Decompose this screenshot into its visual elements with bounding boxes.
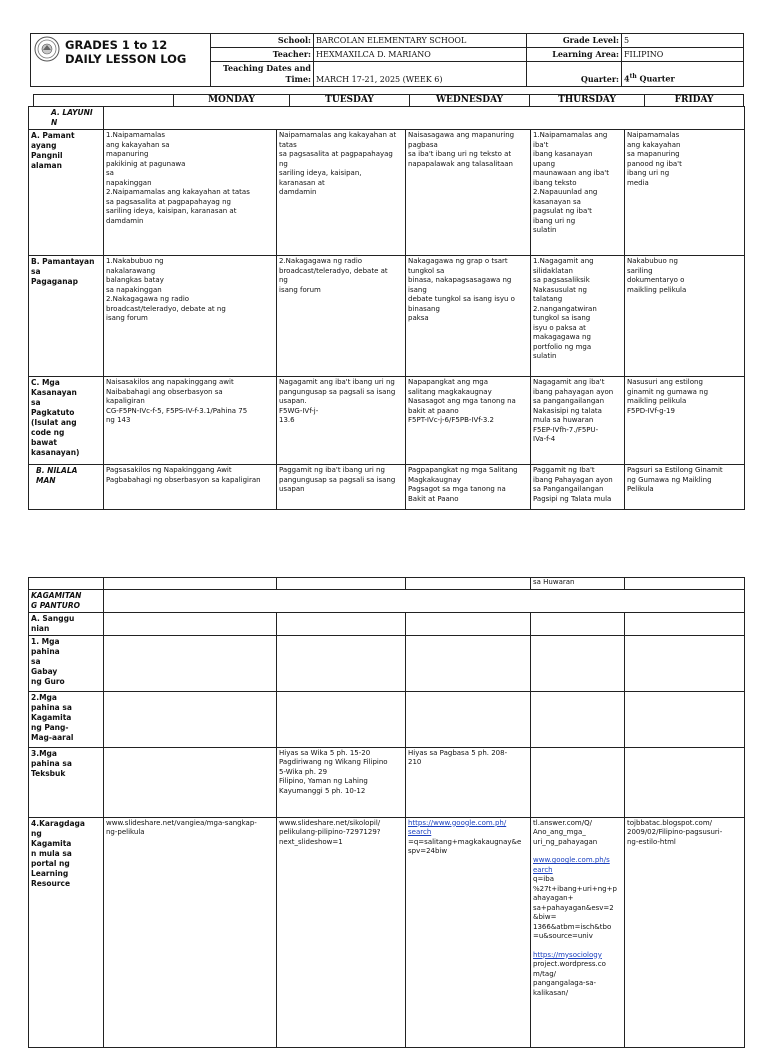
cell-thu <box>531 817 625 1047</box>
table-row <box>29 691 745 747</box>
cell-tue: www.slideshare.net/sikolopil/ pelikulang-pilipino-7297129? next_slideshow=1 <box>277 817 406 1047</box>
table-row <box>29 465 745 510</box>
cell-thu <box>531 747 625 817</box>
table-row <box>29 635 745 691</box>
cell-fri <box>625 747 745 817</box>
dates-label-2: Time: <box>285 74 311 84</box>
cell-fri: Naipamamalas ang kakayahan sa mapanuring panood ng iba't ibang uri ng media <box>625 130 745 256</box>
kagamitan-empty <box>104 589 745 612</box>
header-table <box>30 33 744 87</box>
dates-label-1: Teaching Dates and <box>222 63 311 73</box>
cell-mon: 1.Naipamamalas ang kakayahan sa mapanuring pakikinig at pagunawa sa napakinggan 2.Naipamamalas ang kakayahan at tatas sa pagsasalita at pagpapahayag ng sariling ideya, kaisipan, karanasan at damdamin <box>104 130 277 256</box>
cell-wed <box>406 691 531 747</box>
dates-value: MARCH 17-21, 2025 (WEEK 6) <box>314 62 527 87</box>
cell-tue: Hiyas sa Wika 5 ph. 15-20 Pagdiriwang ng Wikang Filipino 5-Wika ph. 29 Filipino, Yaman ng Lahing Kayumanggi 5 ph. 10-12 <box>277 747 406 817</box>
area-label: Learning Area: <box>527 48 622 62</box>
gabay-guro-label: 1. Mga pahina sa Gabay ng Guro <box>29 635 104 691</box>
cell-mon <box>104 691 277 747</box>
logo-cell <box>31 34 211 87</box>
cell-thu: 1.Naipamamalas ang iba't ibang kasanayan upang maunawaan ang iba't ibang teksto 2.Napauunlad ang kasanayan sa pagsulat ng iba't ibang uri ng sulatin <box>531 130 625 256</box>
table-row <box>29 377 745 465</box>
cell-fri <box>625 635 745 691</box>
table-row <box>29 107 745 130</box>
quarter-value <box>622 62 744 87</box>
karagdagang-kagamitan-label: 4.Karagdaga ng Kagamita n mula sa portal ng Learning Resource <box>29 817 104 1047</box>
grade-value: 5 <box>622 34 744 48</box>
lesson-table-page-1 <box>28 106 745 510</box>
layunin-label: A. LAYUNI N <box>29 107 104 130</box>
school-value: BARCOLAN ELEMENTARY SCHOOL <box>314 34 527 48</box>
quarter-label: Quarter: <box>527 62 622 87</box>
day-tuesday: TUESDAY <box>290 95 410 107</box>
cell-fri: Nasusuri ang estilong ginamit ng gumawa ng maikling pelikula F5PD-IVf-g-19 <box>625 377 745 465</box>
cell-tue <box>277 691 406 747</box>
cell-fri: Pagsuri sa Estilong Ginamit ng Gumawa ng Maikling Pelikula <box>625 465 745 510</box>
sanggunian-label: A. Sanggu nian <box>29 612 104 635</box>
cell-tue <box>277 578 406 590</box>
cell-wed: Hiyas sa Pagbasa 5 ph. 208- 210 <box>406 747 531 817</box>
cell-wed <box>406 612 531 635</box>
school-label: School: <box>211 34 314 48</box>
nilalaman-label: B. NILALA MAN <box>29 465 104 510</box>
day-friday: FRIDAY <box>645 95 744 107</box>
cell-mon <box>104 747 277 817</box>
cell-thu: sa Huwaran <box>531 578 625 590</box>
cell-wed <box>406 578 531 590</box>
quarter-word: Quarter <box>636 74 675 84</box>
cell-thu: 1.Nagagamit ang silidaklatan sa pagsasaliksik Nakasusulat ng talatang 2.nangangatwiran tungkol sa isang isyu o paksa at makagagawa ng portfolio ng mga sulatin <box>531 256 625 377</box>
cell-mon: Naisasakilos ang napakinggang awit Naibabahagi ang obserbasyon sa kapaligiran CG-F5PN-IVc-f-5, F5PS-IV-f-3.1/Pahina 75 ng 143 <box>104 377 277 465</box>
table-row <box>29 578 745 590</box>
days-blank <box>34 95 174 107</box>
cell-thu <box>531 612 625 635</box>
layunin-empty <box>104 107 745 130</box>
google-search-link-2[interactable]: www.google.com.ph/s earch <box>533 856 610 874</box>
cell-wed: Pagpapangkat ng mga Salitang Magkakaugnay Pagsagot sa mga tanong na Bakit at Paano <box>406 465 531 510</box>
kagamitan-label: KAGAMITAN G PANTURO <box>29 589 104 612</box>
table-row <box>29 817 745 1047</box>
cell-fri: tojbbatac.blogspot.com/ 2009/02/Filipino-pagsusuri- ng-estilo-html <box>625 817 745 1047</box>
cell-tue: Paggamit ng iba't ibang uri ng pangungusap sa pagsali sa isang usapan <box>277 465 406 510</box>
cell-fri: Nakabubuo ng sariling dokumentaryo o maikling pelikula <box>625 256 745 377</box>
dates-label <box>211 62 314 87</box>
kagamitang-mag-aaral-label: 2.Mga pahina sa Kagamita ng Pang- Mag-aaral <box>29 691 104 747</box>
google-search-link[interactable]: https://www.google.com.ph/ search <box>408 818 507 836</box>
pamantayan-sa-pagganap-label: B. Pamantayan sa Pagaganap <box>29 256 104 377</box>
teacher-value: HEXMAXILCA D. MARIANO <box>314 48 527 62</box>
cell-label-empty <box>29 578 104 590</box>
cell-mon <box>104 612 277 635</box>
cell-tue: Naipamamalas ang kakayahan at tatas sa pagsasalita at pagpapahayag ng sariling ideya, kaisipan, karanasan at damdamin <box>277 130 406 256</box>
cell-fri <box>625 578 745 590</box>
cell-thu: Paggamit ng Iba't ibang Pahayagan ayon sa Pangangailangan Pagsipi ng Talata mula <box>531 465 625 510</box>
area-value: FILIPINO <box>622 48 744 62</box>
cell-mon: www.slideshare.net/vangiea/mga-sangkap- ng-pelikula <box>104 817 277 1047</box>
cell-mon <box>104 635 277 691</box>
cell-mon <box>104 578 277 590</box>
quarter-num: 4 <box>624 74 630 84</box>
cell-mon: Pagsasakilos ng Napakinggang Awit Pagbabahagi ng obserbasyon sa kapaligiran <box>104 465 277 510</box>
table-row <box>29 130 745 256</box>
mysociology-link[interactable]: https://mysociology <box>533 950 602 959</box>
cell-thu <box>531 691 625 747</box>
cell-wed <box>406 817 531 1047</box>
quarter-sup: th <box>629 73 637 81</box>
table-row <box>29 256 745 377</box>
title-line-2: DAILY LESSON LOG <box>65 52 187 66</box>
table-row <box>29 612 745 635</box>
cell-fri <box>625 691 745 747</box>
search-query-text: =q=salitang+magkakaugnay&e spv=24biw <box>408 837 522 855</box>
cell-wed <box>406 635 531 691</box>
pamantayang-pangnilalaman-label: A. Pamant ayang Pangnil alaman <box>29 130 104 256</box>
day-thursday: THURSDAY <box>530 95 645 107</box>
table-row <box>29 589 745 612</box>
cell-tue: 2.Nakagagawa ng radio broadcast/teleradyo, debate at ng isang forum <box>277 256 406 377</box>
search-query-text-2: q=iba %27t+ibang+uri+ng+p ahayagan+ sa+pahayagan&esv=2 &biw= 1366&atbm=isch&tbo =u&source=univ <box>533 875 617 940</box>
table-row <box>29 747 745 817</box>
cell-thu <box>531 635 625 691</box>
cell-thu: Nagagamit ang iba't ibang pahayagan ayon sa pangangailangan Nakasisipi ng talata mula sa huwaran F5EP-IVfh-7./F5PU- IVa-f-4 <box>531 377 625 465</box>
cell-tue <box>277 635 406 691</box>
mysociology-url-text: project.wordpress.co m/tag/ pangangalaga-sa- kalikasan/ <box>533 960 606 997</box>
answers-url-text: tl.answer.com/Q/ Ano_ang_mga_ uri_ng_pahayagan <box>533 818 598 846</box>
grade-label: Grade Level: <box>527 34 622 48</box>
teksbuk-label: 3.Mga pahina sa Teksbuk <box>29 747 104 817</box>
title-line-1: GRADES 1 to 12 <box>65 38 168 52</box>
cell-mon: 1.Nakabubuo ng nakalarawang balangkas batay sa napakinggan 2.Nakagagawa ng radio broadcast/teleradyo, debate at ng isang forum <box>104 256 277 377</box>
kasanayan-label: C. Mga Kasanayan sa Pagkatuto (Isulat ang code ng bawat kasanayan) <box>29 377 104 465</box>
cell-wed: Naisasagawa ang mapanuring pagbasa sa iba't ibang uri ng teksto at napapalawak ang talasalitaan <box>406 130 531 256</box>
cell-wed: Napapangkat ang mga salitang magkakaugnay Nasasagot ang mga tanong na bakit at paano F5PT-IVc-j-6/F5PB-IVf-3.2 <box>406 377 531 465</box>
day-monday: MONDAY <box>174 95 290 107</box>
cell-tue <box>277 612 406 635</box>
lesson-table-page-2 <box>28 577 745 1048</box>
cell-fri <box>625 612 745 635</box>
cell-tue: Nagagamit ang iba't ibang uri ng pangungusap sa pagsali sa isang usapan. F5WG-IVf-j- 13.6 <box>277 377 406 465</box>
cell-wed: Nakagagawa ng grap o tsart tungkol sa binasa, nakapagsasagawa ng isang debate tungkol sa isang isyu o binasang paksa <box>406 256 531 377</box>
day-wednesday: WEDNESDAY <box>410 95 530 107</box>
teacher-label: Teacher: <box>211 48 314 62</box>
